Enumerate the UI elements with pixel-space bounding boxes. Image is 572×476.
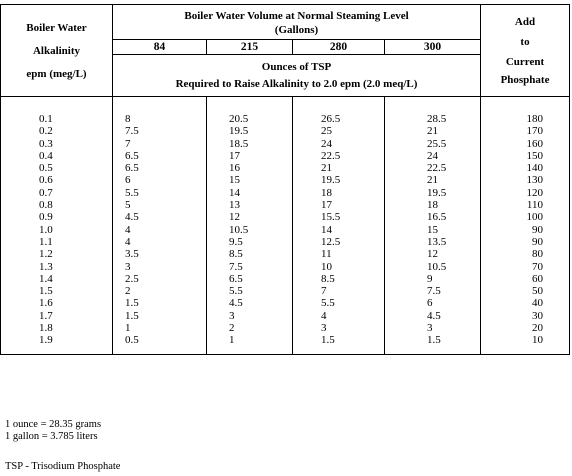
cell-v280: 8.5 [321, 272, 335, 285]
add-header-line1: Add [514, 15, 536, 28]
cell-v300: 4.5 [427, 309, 441, 322]
volume-header-unit: (Gallons) [274, 24, 319, 36]
cell-v215: 7.5 [229, 260, 243, 273]
cell-v215: 16 [229, 162, 240, 175]
cell-add: 160 [526, 137, 544, 150]
cell-v280: 19.5 [321, 174, 341, 187]
cell-v215: 1 [229, 334, 235, 347]
cell-v280: 17 [321, 199, 332, 212]
alkalinity-column [1, 97, 113, 355]
add-phosphate-column [481, 97, 570, 355]
add-header-line4: Phosphate [500, 73, 550, 86]
cell-v280: 26.5 [321, 113, 341, 125]
cell-v280: 11 [321, 248, 332, 261]
cell-v84: 3 [125, 260, 131, 273]
cell-v215: 9.5 [229, 235, 243, 248]
cell-add: 130 [526, 174, 544, 187]
cell-alk: 1.3 [39, 260, 53, 273]
cell-v215: 2 [229, 322, 235, 335]
cell-v84: 4 [125, 223, 131, 236]
cell-alk: 1.9 [39, 334, 53, 347]
cell-v215: 13 [229, 199, 240, 212]
cell-v84: 4.5 [125, 211, 139, 224]
cell-v300: 16.5 [427, 211, 447, 224]
cell-alk: 0.9 [39, 211, 53, 224]
cell-add: 20 [532, 322, 544, 335]
cell-v300: 28.5 [427, 113, 447, 125]
alkalinity-header [1, 5, 113, 97]
cell-v215: 6.5 [229, 272, 243, 285]
add-header-line3: Current [505, 55, 545, 68]
cell-v84: 6.5 [125, 149, 139, 162]
ounces-280-column [293, 97, 385, 355]
cell-v215: 14 [229, 186, 240, 199]
cell-v215: 8.5 [229, 248, 243, 261]
header-row-volume [1, 5, 570, 40]
cell-alk: 1.4 [39, 272, 53, 285]
cell-v280: 7 [321, 285, 327, 298]
cell-v280: 15.5 [321, 211, 341, 224]
cell-alk: 0.2 [39, 125, 53, 138]
cell-v300: 21 [427, 125, 438, 138]
cell-v280: 4 [321, 309, 327, 322]
cell-v280: 22.5 [321, 149, 341, 162]
cell-v84: 7.5 [125, 125, 139, 138]
cell-add: 100 [526, 211, 544, 224]
alkalinity-header-line2: Alkalinity [32, 44, 81, 57]
cell-v280: 10 [321, 260, 332, 273]
cell-alk: 1.8 [39, 322, 53, 335]
ounces-header [113, 55, 481, 97]
cell-v215: 5.5 [229, 285, 243, 298]
cell-alk: 1.1 [39, 235, 53, 248]
cell-v300: 25.5 [427, 137, 447, 150]
cell-add: 170 [526, 125, 544, 138]
cell-v215: 17 [229, 149, 240, 162]
cell-v84: 6 [125, 174, 131, 187]
cell-v300: 9 [427, 272, 433, 285]
ounces-header-title: Ounces of TSP [261, 61, 332, 73]
gallon-conversion-note: 1 gallon = 3.785 liters [5, 431, 98, 442]
tsp-table-container [0, 4, 572, 355]
cell-add: 150 [526, 149, 544, 162]
cell-add: 70 [532, 260, 544, 273]
volume-280: 280 [293, 40, 385, 55]
cell-add: 110 [526, 199, 544, 212]
cell-v280: 24 [321, 137, 332, 150]
alkalinity-header-line1: Boiler Water [26, 21, 87, 34]
cell-v215: 20.5 [229, 113, 249, 125]
cell-add: 90 [532, 235, 544, 248]
alkalinity-header-line3: epm (meg/L) [26, 67, 87, 80]
cell-v84: 0.5 [125, 334, 139, 347]
cell-v84: 1.5 [125, 309, 139, 322]
add-header-line2: to [520, 35, 530, 48]
cell-v215: 18.5 [229, 137, 249, 150]
cell-v280: 5.5 [321, 297, 335, 310]
tsp-dosage-table [0, 4, 570, 355]
cell-v84: 5 [125, 199, 131, 212]
cell-v215: 15 [229, 174, 240, 187]
cell-v280: 18 [321, 186, 332, 199]
cell-v280: 14 [321, 223, 332, 236]
cell-alk: 1.7 [39, 309, 53, 322]
cell-v215: 12 [229, 211, 240, 224]
cell-v300: 7.5 [427, 285, 441, 298]
cell-add: 120 [526, 186, 544, 199]
cell-v280: 12.5 [321, 235, 341, 248]
cell-add: 90 [532, 223, 544, 236]
cell-v280: 25 [321, 125, 332, 138]
cell-add: 30 [532, 309, 544, 322]
cell-v215: 4.5 [229, 297, 243, 310]
ounces-header-subtitle: Required to Raise Alkalinity to 2.0 epm (2.0 meq/L) [175, 78, 418, 90]
cell-add: 180 [526, 113, 544, 125]
cell-v300: 1.5 [427, 334, 441, 347]
cell-v300: 18 [427, 199, 438, 212]
cell-v84: 2.5 [125, 272, 139, 285]
cell-alk: 0.6 [39, 174, 53, 187]
cell-add: 140 [526, 162, 544, 175]
cell-add: 60 [532, 272, 544, 285]
cell-v84: 1 [125, 322, 131, 335]
cell-v215: 10.5 [229, 223, 249, 236]
cell-v300: 10.5 [427, 260, 447, 273]
ounces-84-column [113, 97, 207, 355]
cell-v84: 4 [125, 235, 131, 248]
cell-v84: 3.5 [125, 248, 139, 261]
cell-v84: 7 [125, 137, 131, 150]
tsp-footnote: TSP - Trisodium Phosphate [5, 461, 121, 472]
cell-v300: 24 [427, 149, 438, 162]
cell-v280: 3 [321, 322, 327, 335]
cell-v300: 19.5 [427, 186, 447, 199]
cell-alk: 1.6 [39, 297, 53, 310]
cell-v215: 19.5 [229, 125, 249, 138]
cell-v84: 2 [125, 285, 131, 298]
cell-alk: 1.5 [39, 285, 53, 298]
volume-300: 300 [385, 40, 481, 55]
cell-add: 80 [532, 248, 544, 261]
volume-header [113, 5, 481, 40]
cell-v300: 13.5 [427, 235, 447, 248]
add-phosphate-header [481, 5, 570, 97]
cell-v300: 6 [427, 297, 433, 310]
cell-v280: 1.5 [321, 334, 335, 347]
volume-215: 215 [207, 40, 293, 55]
ounces-215-column [207, 97, 293, 355]
cell-alk: 1.0 [39, 223, 53, 236]
cell-v300: 21 [427, 174, 438, 187]
cell-v300: 15 [427, 223, 438, 236]
volume-header-title: Boiler Water Volume at Normal Steaming Level [184, 10, 409, 22]
cell-alk: 0.3 [39, 137, 53, 150]
cell-alk: 0.7 [39, 186, 53, 199]
cell-alk: 0.8 [39, 199, 53, 212]
cell-alk: 1.2 [39, 248, 53, 261]
cell-alk: 0.5 [39, 162, 53, 175]
cell-v215: 3 [229, 309, 235, 322]
cell-alk: 0.4 [39, 149, 53, 162]
ounce-conversion-note: 1 ounce = 28.35 grams [5, 419, 102, 430]
cell-v300: 22.5 [427, 162, 447, 175]
volume-84: 84 [113, 40, 207, 55]
cell-add: 10 [532, 334, 544, 347]
cell-v300: 12 [427, 248, 438, 261]
cell-v84: 6.5 [125, 162, 139, 175]
cell-v300: 3 [427, 322, 433, 335]
cell-add: 50 [532, 285, 544, 298]
ounces-300-column [385, 97, 481, 355]
cell-v84: 1.5 [125, 297, 139, 310]
cell-add: 40 [532, 297, 544, 310]
cell-v280: 21 [321, 162, 332, 175]
cell-v84: 8 [125, 113, 131, 125]
cell-alk: 0.1 [39, 113, 53, 125]
data-body-row [1, 97, 570, 355]
cell-v84: 5.5 [125, 186, 139, 199]
conversion-notes [5, 419, 101, 443]
